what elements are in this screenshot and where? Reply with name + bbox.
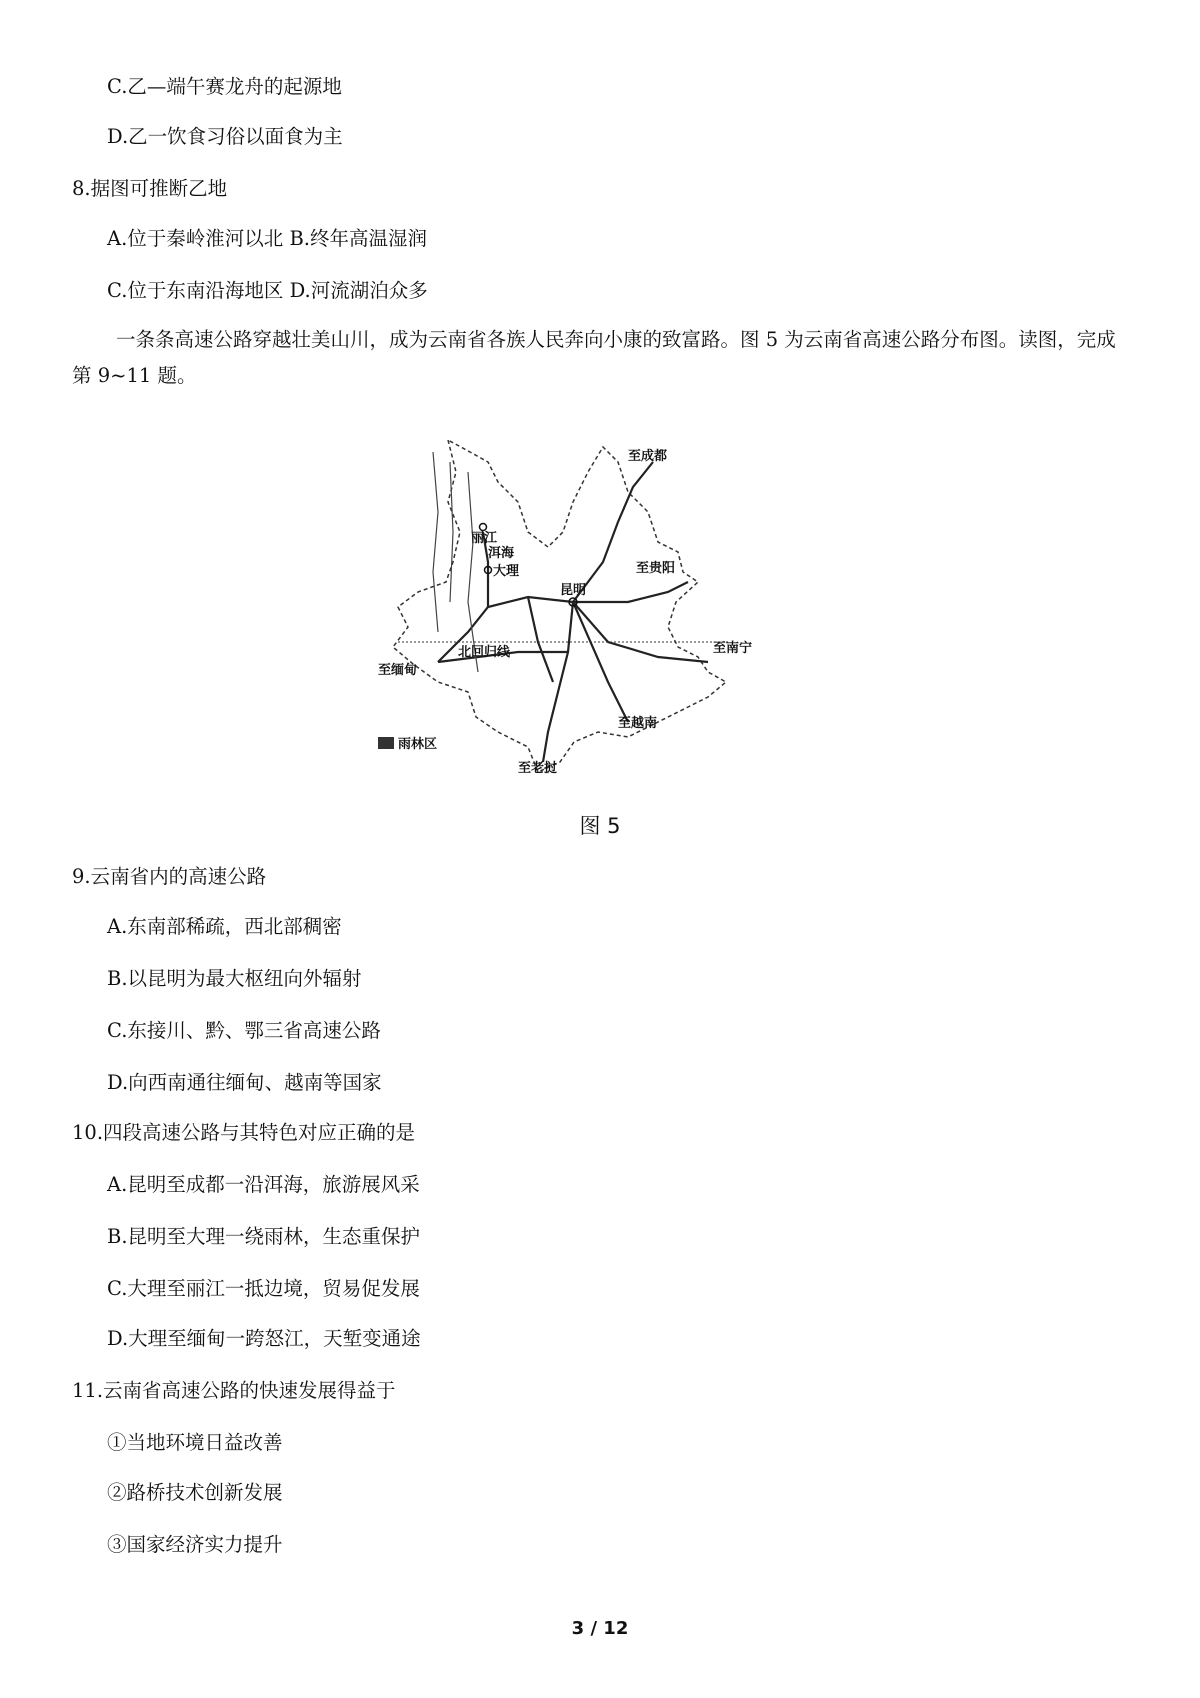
option-10b: B.昆明至大理一绕雨林，生态重保护: [107, 1225, 421, 1248]
label-rainforest: 雨林区: [398, 737, 438, 752]
option-10c: C.大理至丽江一抵边境，贸易促发展: [107, 1277, 420, 1300]
label-chengdu: 至成都: [628, 449, 668, 464]
label-lijiang: 丽江: [471, 531, 498, 546]
lijiang-marker: [480, 524, 487, 531]
option-9d: D.向西南通往缅甸、越南等国家: [107, 1071, 382, 1094]
option-9a: A.东南部稀疏，西北部稠密: [107, 915, 342, 938]
option-11-3: ③国家经济实力提升: [107, 1533, 283, 1556]
options-8ab: A.位于秦岭淮河以北 B.终年高温湿润: [107, 227, 428, 250]
option-7c: C.乙—端午赛龙舟的起源地: [107, 75, 342, 98]
question-11: 11.云南省高速公路的快速发展得益于: [72, 1379, 396, 1402]
label-laowo: 至老挝: [518, 761, 558, 776]
intro-paragraph: 一条条高速公路穿越壮美山川，成为云南省各族人民奔向小康的致富路。图 5 为云南省高速公路分布图。读图，完成第 9~11 题。: [72, 328, 1116, 387]
highway-network: [438, 462, 708, 762]
option-7d: D.乙一饮食习俗以面食为主: [107, 125, 343, 148]
question-9: 9.云南省内的高速公路: [72, 865, 267, 888]
option-11-1: ①当地环境日益改善: [107, 1431, 283, 1454]
label-nanning: 至南宁: [713, 641, 753, 656]
province-boundary: [393, 440, 726, 772]
option-11-2: ②路桥技术创新发展: [107, 1481, 283, 1504]
yunnan-highway-map: [378, 432, 838, 792]
label-erhai: 洱海: [488, 546, 515, 561]
label-vietnam: 至越南: [618, 716, 658, 731]
label-miandian: 至缅甸: [378, 663, 418, 678]
question-10: 10.四段高速公路与其特色对应正确的是: [72, 1121, 416, 1144]
label-guiyang: 至贵阳: [636, 561, 676, 576]
option-9c: C.东接川、黔、鄂三省高速公路: [107, 1019, 381, 1042]
option-9b: B.以昆明为最大枢纽向外辐射: [107, 967, 362, 990]
label-kunming: 昆明: [560, 583, 587, 598]
figure-caption: 图 5: [579, 814, 621, 838]
question-8: 8.据图可推断乙地: [72, 177, 228, 200]
page-number: 3 / 12: [571, 1618, 629, 1639]
rainforest-legend-icon: [378, 737, 394, 749]
label-dali: 大理: [493, 564, 520, 579]
map-svg: [378, 432, 838, 792]
rivers: [433, 452, 478, 672]
option-10a: A.昆明至成都一沿洱海，旅游展风采: [107, 1173, 420, 1196]
options-8cd: C.位于东南沿海地区 D.河流湖泊众多: [107, 279, 428, 302]
option-10d: D.大理至缅甸一跨怒江，天堑变通途: [107, 1327, 421, 1350]
label-tropic: 北回归线: [458, 645, 511, 660]
